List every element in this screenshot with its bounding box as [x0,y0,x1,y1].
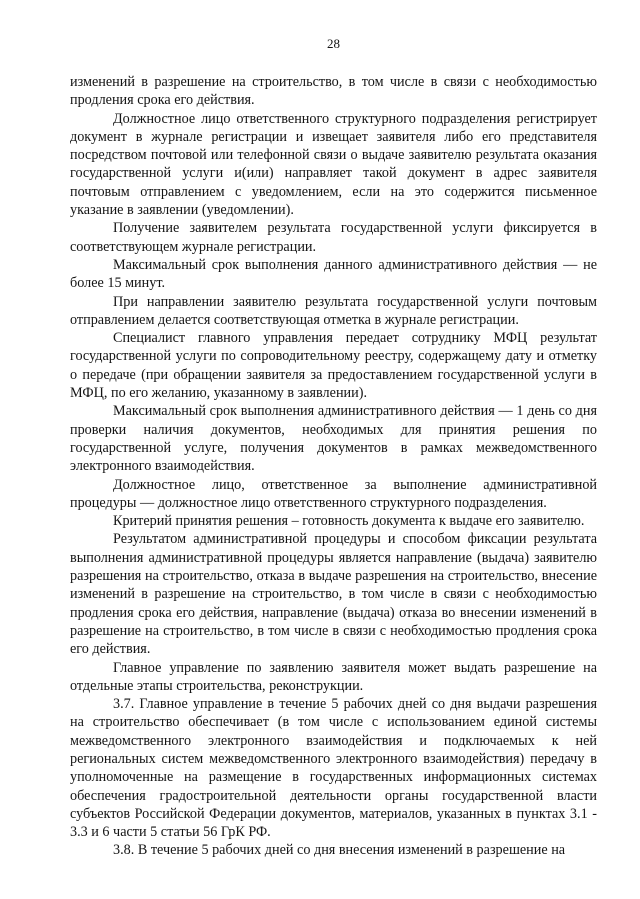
paragraph-max-time-15-min: Максимальный срок выполнения данного административного действия — не более 15 минут. [70,256,597,292]
paragraph-stage-permits: Главное управление по заявлению заявителя может выдать разрешение на отдельные этапы строительства, реконструкции. [70,659,597,694]
paragraph-decision-criterion: Критерий принятия решения – готовность документа к выдаче его заявителю. [113,513,585,530]
paragraph-postal-mark: При направлении заявителю результата государственной услуги почтовым отправлением делается соответствующая отметка в журнале регистрации. [70,293,597,328]
paragraph-mfc-transfer: Специалист главного управления передает сотруднику МФЦ результат государственной услуги по сопроводительному реестру, содержащему дату и отметку о передаче (при обращении заявителя за предоставлением государственной услуги в МФЦ, по его желанию, указанному в заявлении). [70,330,597,402]
paragraph-max-time-1-day: Максимальный срок выполнения административного действия — 1 день со дня проверки наличия документов, необходимых для принятия решения по государственной услуге, получения документов в рамках межведомственного электронного взаимодействия. [70,403,597,475]
paragraph-3-7: 3.7. Главное управление в течение 5 рабочих дней со дня выдачи разрешения на строительство обеспечивает (в том числе с использованием единой системы межведомственного электронного взаимодействия и подключаемых к ней региональных систем межведомственного электронного взаимодействия) передачу в уполномоченные на размещение в государственных информационных системах обеспечения градостроительной деятельности органы государственной власти субъектов Российской Федерации документов, материалов, указанных в пунктах 3.1 - 3.3 и 6 части 5 статьи 56 ГрК РФ. [70,696,597,841]
paragraph-result-fixation: Получение заявителем результата государственной услуги фиксируется в соответствующем журнале регистрации. [70,220,597,255]
paragraph-continuation: изменений в разрешение на строительство, в том числе в связи с необходимостью продления срока его действия. [70,74,597,109]
paragraph-responsible-official: Должностное лицо, ответственное за выполнение административной процедуры — должностное лицо ответственного структурного подразделения. [70,476,597,511]
page-number: 28 [327,36,340,51]
paragraph-registration: Должностное лицо ответственного структурного подразделения регистрирует документ в журнале регистрации и извещает заявителя либо его представителя посредством почтовой или телефонной связи о выдаче заявителю результата оказания государственной услуги и(или) направляет такой документ в адрес заявителя почтовым отправлением с уведомлением, если на это содержится письменное указание в заявлении (уведомлении). [70,110,597,219]
paragraph-3-8: 3.8. В течение 5 рабочих дней со дня внесения изменений в разрешение на [113,842,566,859]
paragraph-procedure-result: Результатом административной процедуры и способом фиксации результата выполнения административной процедуры является направление (выдача) заявителю разрешения на строительство, отказа в выдаче разрешения на строительство, внесение изменений в разрешение на строительство, в том числе в связи с необходимостью продления срока его действия, направление (выдача) отказа во внесении изменений в разрешение на строительство, в том числе в связи с необходимостью продления срока его действия. [70,531,597,658]
